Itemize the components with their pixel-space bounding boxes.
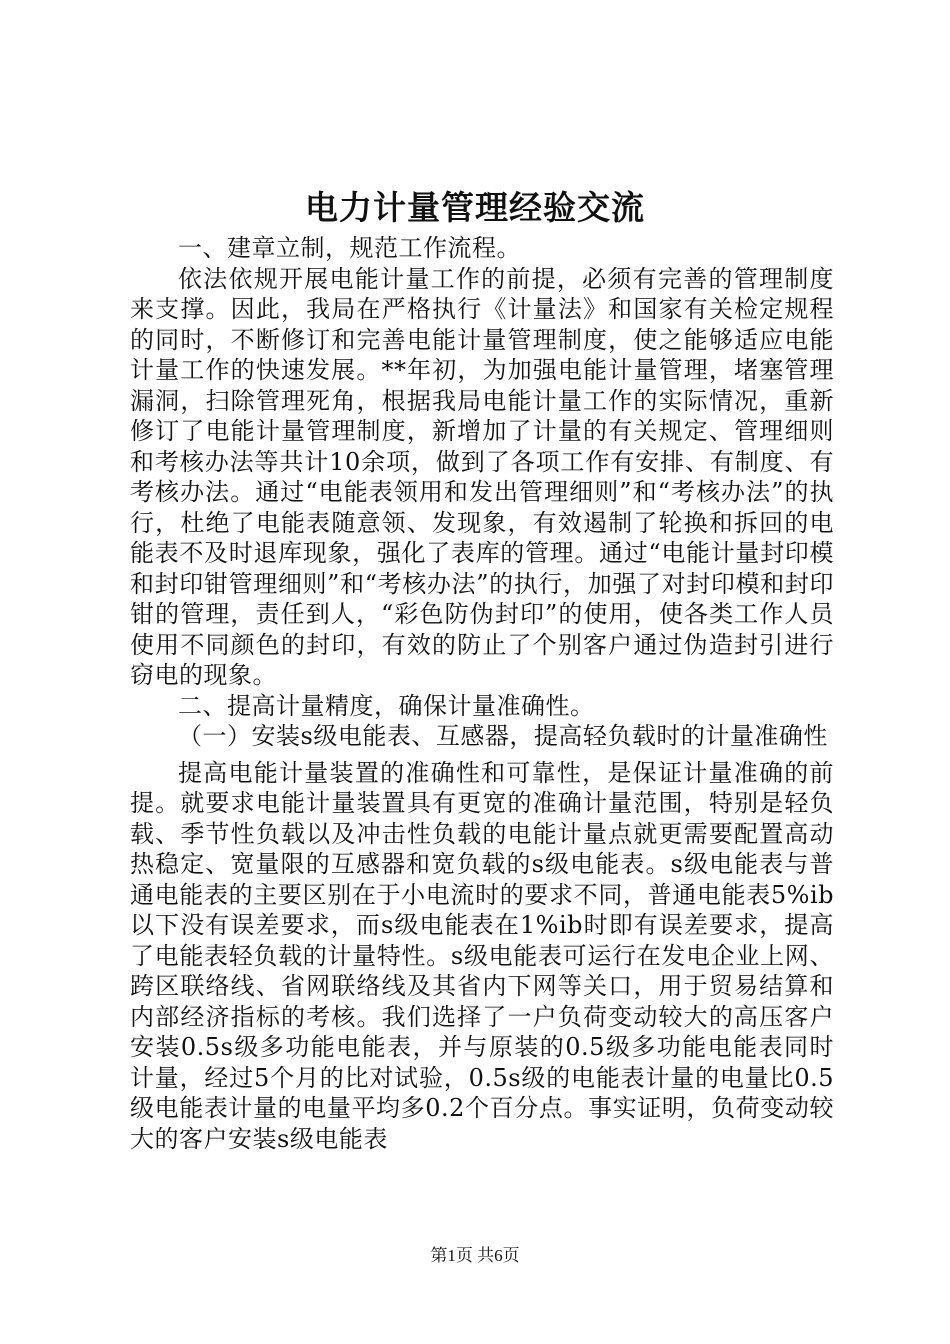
section-heading-2: 二、提高计量精度，确保计量准确性。 [178, 691, 595, 720]
paragraph-2: 提高电能计量装置的准确性和可靠性，是保证计量准确的前提。就要求电能计量装置具有更宽的准确计量范围，特别是轻负载、季节性负载以及冲击性负载的电能计量点就更需要配置高动热稳定、宽量限的互感器和宽负载的s级电能表。s级电能表与普通电能表的主要区别在于小电流时的要求不同，普通电能表5%ib以下没有误差要求，而s级电能表在1%ib时即有误差要求，提高了电能表轻负载的计量特性。s级电能表可运行在发电企业上网、跨区联络线、省网联络线及其省内下网等关口，用于贸易结算和内部经济指标的考核。我们选择了一户负荷变动较大的高压客户安装0.5s级多功能电能表，并与原装的0.5级多功能电能表同时计量，经过5个月的比对试验，0.5s级的电能表计量的电量比0.5级电能表计量的电量平均多0.2个百分点。事实证明，负荷变动较大的客户安装s级电能表 [130, 758, 834, 1153]
subsection-heading-1: （一）安装s级电能表、互感器，提高轻负载时的计量准确性 [178, 722, 828, 750]
paragraph-1: 依法依规开展电能计量工作的前提，必须有完善的管理制度来支撑。因此，我局在严格执行《计量法》和国家有关检定规程的同时，不断修订和完善电能计量管理制度，使之能够适应电能计量工作的快速发展。**年初，为加强电能计量管理，堵塞管理漏洞，扫除管理死角，根据我局电能计量工作的实际情况，重新修订了电能计量管理制度，新增加了计量的有关规定、管理细则和考核办法等共计10余项，做到了各项工作有安排、有制度、有考核办法。通过“电能表领用和发出管理细则”和“考核办法”的执行，杜绝了电能表随意领、发现象，有效遏制了轮换和拆回的电能表不及时退库现象，强化了表库的管理。通过“电能计量封印模和封印钳管理细则”和“考核办法”的执行，加强了对封印模和封印钳的管理，责任到人，“彩色防伪封印”的使用，使各类工作人员使用不同颜色的封印，有效的防止了个别客户通过伪造封引进行窃电的现象。 [130, 264, 834, 689]
document-body [130, 233, 834, 1154]
section-heading-1: 一、建章立制，规范工作流程。 [178, 234, 521, 262]
document-title: 电力计量管理经验交流 [305, 188, 645, 227]
page-footer: 第1页 共6页 [430, 1246, 520, 1265]
